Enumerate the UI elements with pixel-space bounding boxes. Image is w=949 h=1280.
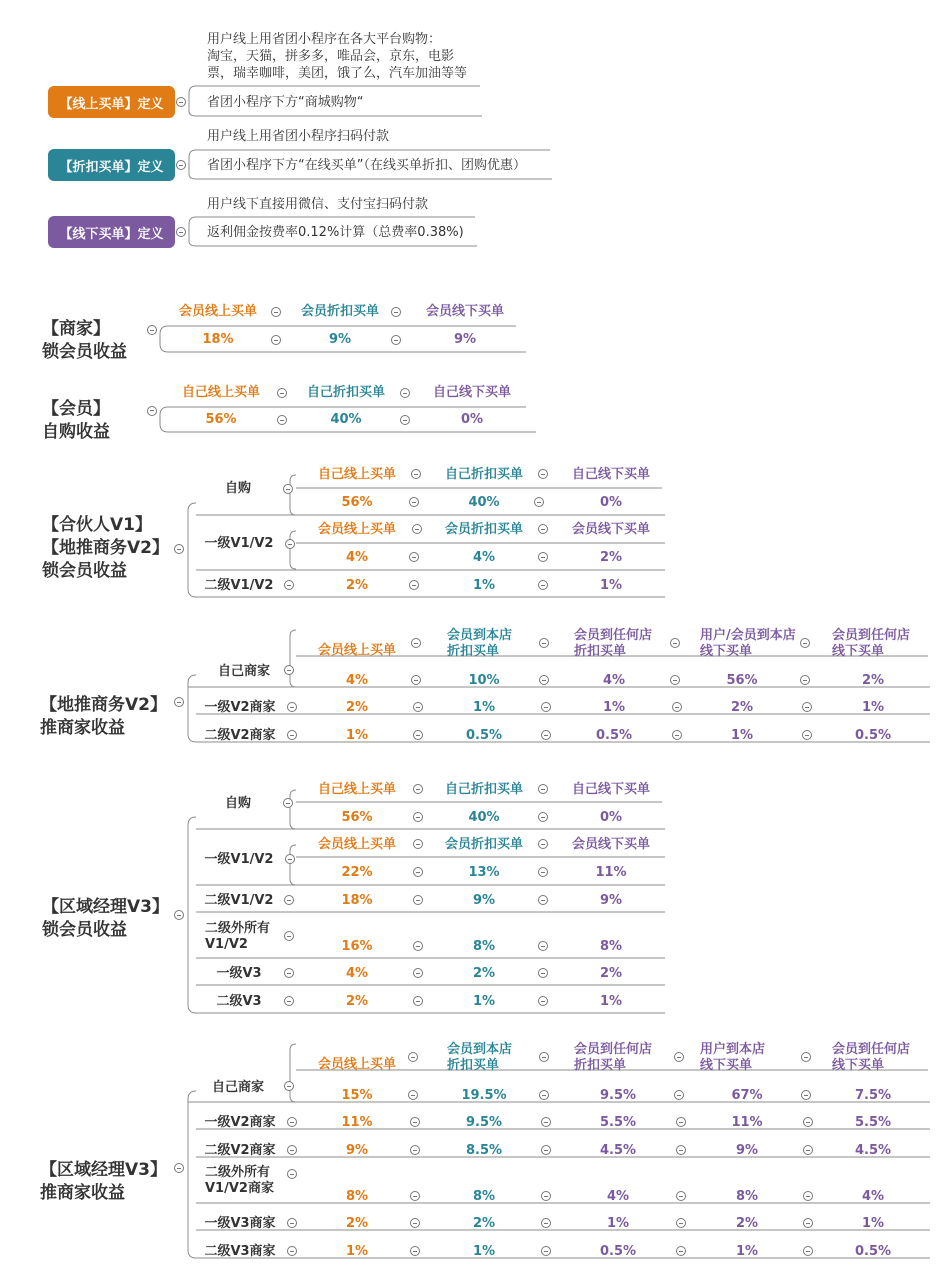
column-header: 会员折扣买单	[444, 522, 524, 537]
column-header: 用户/会员到本店	[700, 628, 796, 643]
value-cell: 18%	[341, 893, 373, 908]
definition-tag[interactable]: 【折扣买单】定义	[48, 149, 175, 181]
collapse-icon[interactable]	[284, 1081, 294, 1091]
collapse-icon[interactable]	[676, 1145, 686, 1155]
value-cell: 0%	[460, 412, 484, 427]
section-title	[40, 1159, 167, 1205]
value-cell: 9%	[472, 893, 496, 908]
collapse-icon[interactable]	[413, 941, 423, 951]
value-cell: 11%	[731, 1115, 763, 1130]
value-cell: 0%	[599, 810, 623, 825]
row-label: 一级V3	[216, 966, 262, 981]
collapse-icon[interactable]	[174, 910, 184, 920]
row-label: V1/V2商家	[205, 1181, 274, 1196]
collapse-icon[interactable]	[411, 638, 421, 648]
collapse-icon[interactable]	[541, 1191, 551, 1201]
branch-bracket	[188, 817, 196, 1013]
row-label: 一级V2商家	[204, 1115, 276, 1130]
collapse-icon[interactable]	[538, 469, 548, 479]
collapse-icon[interactable]	[541, 1117, 551, 1127]
collapse-icon[interactable]	[284, 895, 294, 905]
definition-text: 用户线上用省团小程序扫码付款	[207, 129, 390, 144]
collapse-icon[interactable]	[539, 638, 549, 648]
column-header: 自己折扣买单	[306, 385, 386, 400]
section-title-line: 【地推商务V2】	[40, 695, 167, 715]
definition-text: 用户线下直接用微信、支付宝扫码付款	[207, 197, 429, 212]
collapse-icon[interactable]	[271, 307, 281, 317]
collapse-icon[interactable]	[538, 968, 548, 978]
value-cell: 0.5%	[599, 1244, 637, 1259]
collapse-icon[interactable]	[413, 702, 423, 712]
collapse-icon[interactable]	[803, 1191, 813, 1201]
column-header: 会员到任何店	[574, 1042, 653, 1057]
value-cell: 9%	[345, 1143, 369, 1158]
branch-bracket	[290, 790, 296, 829]
collapse-icon[interactable]	[408, 1052, 418, 1062]
collapse-icon[interactable]	[413, 968, 423, 978]
column-header: 自己线上买单	[317, 467, 397, 482]
row-label: 自购	[224, 796, 252, 811]
section-title	[42, 398, 110, 444]
definition-detail: 返利佣金按费率0.12%计算（总费率0.38%)	[207, 225, 464, 240]
collapse-icon[interactable]	[283, 484, 293, 494]
section-title-line: 锁会员收益	[42, 920, 127, 940]
row-label: 自己商家	[211, 1080, 265, 1095]
value-cell: 5.5%	[854, 1115, 892, 1130]
collapse-icon[interactable]	[284, 968, 294, 978]
value-cell: 1%	[345, 1244, 369, 1259]
collapse-icon[interactable]	[410, 1191, 420, 1201]
collapse-icon[interactable]	[285, 854, 295, 864]
section-title	[42, 896, 169, 942]
value-cell: 4%	[606, 1189, 630, 1204]
value-cell: 1%	[472, 1244, 496, 1259]
definition-text: 用户线上用省团小程序在各大平台购物：	[207, 32, 442, 47]
row-label: 一级V1/V2	[204, 536, 274, 551]
collapse-icon[interactable]	[284, 665, 294, 675]
collapse-icon[interactable]	[284, 931, 294, 941]
collapse-icon[interactable]	[174, 1163, 184, 1173]
column-header: 自己线上买单	[317, 782, 397, 797]
collapse-icon[interactable]	[802, 730, 812, 740]
column-header: 自己折扣买单	[444, 782, 524, 797]
collapse-icon[interactable]	[391, 307, 401, 317]
column-header: 会员折扣买单	[300, 304, 380, 319]
column-header: 用户到本店	[700, 1042, 766, 1057]
value-cell: 4%	[472, 550, 496, 565]
value-cell: 18%	[202, 332, 234, 347]
collapse-icon[interactable]	[400, 415, 410, 425]
column-header: 自己折扣买单	[444, 467, 524, 482]
column-header: 会员到任何店	[832, 1042, 911, 1057]
value-cell: 1%	[606, 1216, 630, 1231]
collapse-icon[interactable]	[411, 469, 421, 479]
collapse-icon[interactable]	[271, 335, 281, 345]
column-header: 自己线下买单	[571, 782, 651, 797]
collapse-icon[interactable]	[538, 996, 548, 1006]
value-cell: 2%	[345, 578, 369, 593]
collapse-icon[interactable]	[176, 227, 186, 237]
branch-bracket	[188, 1091, 196, 1258]
collapse-icon[interactable]	[803, 1145, 813, 1155]
value-cell: 1%	[472, 578, 496, 593]
collapse-icon[interactable]	[287, 1117, 297, 1127]
collapse-icon[interactable]	[277, 415, 287, 425]
value-cell: 22%	[341, 865, 373, 880]
value-cell: 56%	[341, 810, 373, 825]
column-header: 折扣买单	[447, 1058, 500, 1073]
value-cell: 4%	[602, 673, 626, 688]
row-label: 自购	[224, 481, 252, 496]
column-header: 会员到本店	[447, 628, 513, 643]
collapse-icon[interactable]	[413, 867, 423, 877]
value-cell: 0%	[599, 495, 623, 510]
collapse-icon[interactable]	[541, 730, 551, 740]
collapse-icon[interactable]	[413, 895, 423, 905]
column-header: 会员线上买单	[178, 304, 258, 319]
value-cell: 1%	[730, 728, 754, 743]
collapse-icon[interactable]	[147, 325, 157, 335]
value-cell: 2%	[735, 1216, 759, 1231]
collapse-icon[interactable]	[410, 1218, 420, 1228]
collapse-icon[interactable]	[287, 1218, 297, 1228]
column-header: 会员线上买单	[317, 837, 397, 852]
branch-bracket	[160, 407, 168, 432]
collapse-icon[interactable]	[174, 544, 184, 554]
collapse-icon[interactable]	[413, 996, 423, 1006]
column-header: 会员线上买单	[317, 643, 397, 658]
branch-bracket	[188, 675, 196, 742]
value-cell: 2%	[472, 1216, 496, 1231]
row-label: 自己商家	[217, 664, 271, 679]
column-header: 会员到任何店	[832, 628, 911, 643]
value-cell: 4.5%	[599, 1143, 637, 1158]
value-cell: 56%	[205, 412, 237, 427]
column-header: 会员到任何店	[574, 628, 653, 643]
row-label: 二级外所有	[205, 921, 271, 936]
value-cell: 8%	[472, 1189, 496, 1204]
collapse-icon[interactable]	[176, 97, 186, 107]
collapse-icon[interactable]	[539, 675, 549, 685]
collapse-icon[interactable]	[538, 839, 548, 849]
collapse-icon[interactable]	[670, 638, 680, 648]
section-title	[42, 318, 127, 364]
collapse-icon[interactable]	[801, 1052, 811, 1062]
collapse-icon[interactable]	[409, 552, 419, 562]
value-cell: 13%	[468, 865, 500, 880]
collapse-icon[interactable]	[413, 812, 423, 822]
column-header: 折扣买单	[447, 644, 500, 659]
collapse-icon[interactable]	[408, 1090, 418, 1100]
collapse-icon[interactable]	[283, 798, 293, 808]
collapse-icon[interactable]	[413, 839, 423, 849]
value-cell: 56%	[341, 495, 373, 510]
section-title-line: 自购收益	[42, 422, 110, 442]
value-cell: 2%	[861, 673, 885, 688]
collapse-icon[interactable]	[411, 675, 421, 685]
collapse-icon[interactable]	[410, 1117, 420, 1127]
column-header: 会员到本店	[447, 1042, 513, 1057]
collapse-icon[interactable]	[176, 160, 186, 170]
section-title-line: 【合伙人V1】	[42, 515, 152, 535]
column-header: 自己线下买单	[432, 385, 512, 400]
value-cell: 2%	[730, 700, 754, 715]
column-header: 线下买单	[832, 1058, 885, 1073]
collapse-icon[interactable]	[676, 1218, 686, 1228]
value-cell: 0.5%	[465, 728, 503, 743]
row-label: 二级V2商家	[204, 1143, 276, 1158]
collapse-icon[interactable]	[541, 1218, 551, 1228]
collapse-icon[interactable]	[284, 580, 294, 590]
collapse-icon[interactable]	[538, 867, 548, 877]
value-cell: 40%	[468, 495, 500, 510]
collapse-icon[interactable]	[538, 580, 548, 590]
collapse-icon[interactable]	[174, 697, 184, 707]
value-cell: 11%	[595, 865, 627, 880]
branch-bracket	[290, 475, 296, 515]
value-cell: 1%	[599, 994, 623, 1009]
value-cell: 4%	[345, 673, 369, 688]
collapse-icon[interactable]	[803, 1218, 813, 1228]
section-title-line: 【地推商务V2】	[42, 538, 169, 558]
value-cell: 10%	[468, 673, 500, 688]
section-title	[42, 514, 169, 583]
row-label: V1/V2	[205, 937, 248, 952]
value-cell: 1%	[599, 578, 623, 593]
value-cell: 7.5%	[854, 1088, 892, 1103]
collapse-icon[interactable]	[676, 1191, 686, 1201]
value-cell: 8%	[599, 939, 623, 954]
collapse-icon[interactable]	[147, 406, 157, 416]
definition-detail: 省团小程序下方“商城购物“	[207, 95, 364, 110]
collapse-icon[interactable]	[287, 1145, 297, 1155]
value-cell: 16%	[341, 939, 373, 954]
column-header: 会员线下买单	[571, 837, 651, 852]
value-cell: 4%	[861, 1189, 885, 1204]
value-cell: 5.5%	[599, 1115, 637, 1130]
section-title	[40, 694, 167, 740]
value-cell: 2%	[345, 700, 369, 715]
collapse-icon[interactable]	[287, 1246, 297, 1256]
column-header: 折扣买单	[574, 644, 627, 659]
value-cell: 1%	[472, 994, 496, 1009]
collapse-icon[interactable]	[541, 702, 551, 712]
collapse-icon[interactable]	[670, 675, 680, 685]
collapse-icon[interactable]	[413, 730, 423, 740]
collapse-icon[interactable]	[391, 335, 401, 345]
collapse-icon[interactable]	[410, 1246, 420, 1256]
collapse-icon[interactable]	[400, 388, 410, 398]
value-cell: 1%	[345, 728, 369, 743]
branch-bracket	[189, 150, 196, 179]
value-cell: 4.5%	[854, 1143, 892, 1158]
value-cell: 9%	[599, 893, 623, 908]
value-cell: 0.5%	[854, 728, 892, 743]
collapse-icon[interactable]	[285, 539, 295, 549]
column-header: 会员线下买单	[571, 522, 651, 537]
collapse-icon[interactable]	[412, 524, 422, 534]
collapse-icon[interactable]	[409, 580, 419, 590]
branch-bracket	[189, 86, 196, 116]
value-cell: 11%	[341, 1115, 373, 1130]
row-label: 二级V2商家	[204, 728, 276, 743]
value-cell: 8.5%	[465, 1143, 503, 1158]
collapse-icon[interactable]	[674, 1090, 684, 1100]
column-header: 折扣买单	[574, 1058, 627, 1073]
definition-tag[interactable]: 【线下买单】定义	[48, 216, 175, 248]
collapse-icon[interactable]	[287, 702, 297, 712]
collapse-icon[interactable]	[538, 895, 548, 905]
collapse-icon[interactable]	[801, 1090, 811, 1100]
collapse-icon[interactable]	[538, 552, 548, 562]
value-cell: 0.5%	[595, 728, 633, 743]
row-label: 一级V3商家	[204, 1216, 276, 1231]
collapse-icon[interactable]	[284, 996, 294, 1006]
collapse-icon[interactable]	[676, 1246, 686, 1256]
value-cell: 9%	[453, 332, 477, 347]
collapse-icon[interactable]	[541, 1246, 551, 1256]
collapse-icon[interactable]	[410, 1145, 420, 1155]
branch-bracket	[290, 845, 296, 885]
value-cell: 0.5%	[854, 1244, 892, 1259]
branch-bracket	[188, 503, 196, 597]
branch-bracket	[189, 217, 196, 246]
section-title-line: 【会员】	[42, 399, 110, 419]
collapse-icon[interactable]	[802, 702, 812, 712]
collapse-icon[interactable]	[803, 1246, 813, 1256]
value-cell: 19.5%	[461, 1088, 507, 1103]
value-cell: 4%	[345, 550, 369, 565]
value-cell: 9%	[328, 332, 352, 347]
collapse-icon[interactable]	[539, 1052, 549, 1062]
value-cell: 2%	[599, 966, 623, 981]
value-cell: 9%	[735, 1143, 759, 1158]
definition-text: 淘宝，天猫，拼多多，唯品会，京东，电影	[207, 49, 455, 64]
collapse-icon[interactable]	[409, 497, 419, 507]
collapse-icon[interactable]	[800, 638, 810, 648]
value-cell: 8%	[735, 1189, 759, 1204]
definition-tag[interactable]: 【线上买单】定义	[48, 86, 175, 118]
branch-bracket	[290, 1044, 296, 1102]
collapse-icon[interactable]	[538, 784, 548, 794]
value-cell: 15%	[341, 1088, 373, 1103]
column-header: 线下买单	[700, 644, 753, 659]
column-header: 线下买单	[700, 1058, 753, 1073]
value-cell: 40%	[330, 412, 362, 427]
section-title-line: 推商家收益	[40, 718, 125, 738]
column-header: 会员线上买单	[317, 522, 397, 537]
value-cell: 8%	[472, 939, 496, 954]
row-label: 一级V2商家	[204, 700, 276, 715]
collapse-icon[interactable]	[800, 675, 810, 685]
branch-bracket	[160, 326, 168, 352]
collapse-icon[interactable]	[538, 812, 548, 822]
column-header: 会员线下买单	[425, 304, 505, 319]
value-cell: 1%	[735, 1244, 759, 1259]
branch-bracket	[290, 531, 296, 569]
section-title-line: 【商家】	[42, 319, 110, 339]
collapse-icon[interactable]	[287, 1169, 297, 1179]
definition-detail: 省团小程序下方“在线买单”（在线买单折扣、团购优惠）	[207, 158, 526, 173]
column-header: 线下买单	[832, 644, 885, 659]
collapse-icon[interactable]	[539, 1090, 549, 1100]
definition-text: 票，瑞幸咖啡，美团，饿了么，汽车加油等等	[207, 66, 468, 81]
section-title-line: 【区域经理V3】	[42, 897, 169, 917]
column-header: 自己线下买单	[571, 467, 651, 482]
value-cell: 9.5%	[465, 1115, 503, 1130]
row-label: 二级V3商家	[204, 1244, 276, 1259]
collapse-icon[interactable]	[672, 702, 682, 712]
value-cell: 67%	[731, 1088, 763, 1103]
value-cell: 2%	[345, 994, 369, 1009]
value-cell: 40%	[468, 810, 500, 825]
row-label: 二级V3	[216, 994, 262, 1009]
collapse-icon[interactable]	[672, 730, 682, 740]
column-header: 会员折扣买单	[444, 837, 524, 852]
collapse-icon[interactable]	[674, 1052, 684, 1062]
section-title-line: 锁会员收益	[42, 342, 127, 362]
branch-bracket	[290, 630, 296, 687]
collapse-icon[interactable]	[676, 1117, 686, 1127]
value-cell: 56%	[726, 673, 758, 688]
collapse-icon[interactable]	[541, 1145, 551, 1155]
value-cell: 9.5%	[599, 1088, 637, 1103]
value-cell: 8%	[345, 1189, 369, 1204]
value-cell: 4%	[345, 966, 369, 981]
column-header: 自己线上买单	[181, 385, 261, 400]
value-cell: 2%	[599, 550, 623, 565]
value-cell: 1%	[602, 700, 626, 715]
value-cell: 2%	[472, 966, 496, 981]
row-label: 二级外所有	[205, 1165, 271, 1180]
collapse-icon[interactable]	[277, 388, 287, 398]
collapse-icon[interactable]	[538, 524, 548, 534]
value-cell: 1%	[861, 700, 885, 715]
collapse-icon[interactable]	[413, 784, 423, 794]
value-cell: 2%	[345, 1216, 369, 1231]
section-title-line: 【区域经理V3】	[40, 1160, 167, 1180]
collapse-icon[interactable]	[538, 941, 548, 951]
collapse-icon[interactable]	[287, 730, 297, 740]
section-title-line: 推商家收益	[40, 1183, 125, 1203]
value-cell: 1%	[472, 700, 496, 715]
value-cell: 1%	[861, 1216, 885, 1231]
column-header: 会员线上买单	[317, 1057, 397, 1072]
collapse-icon[interactable]	[534, 497, 544, 507]
row-label: 二级V1/V2	[204, 578, 274, 593]
collapse-icon[interactable]	[803, 1117, 813, 1127]
row-label: 一级V1/V2	[204, 852, 274, 867]
row-label: 二级V1/V2	[204, 893, 274, 908]
section-title-line: 锁会员收益	[42, 561, 127, 581]
